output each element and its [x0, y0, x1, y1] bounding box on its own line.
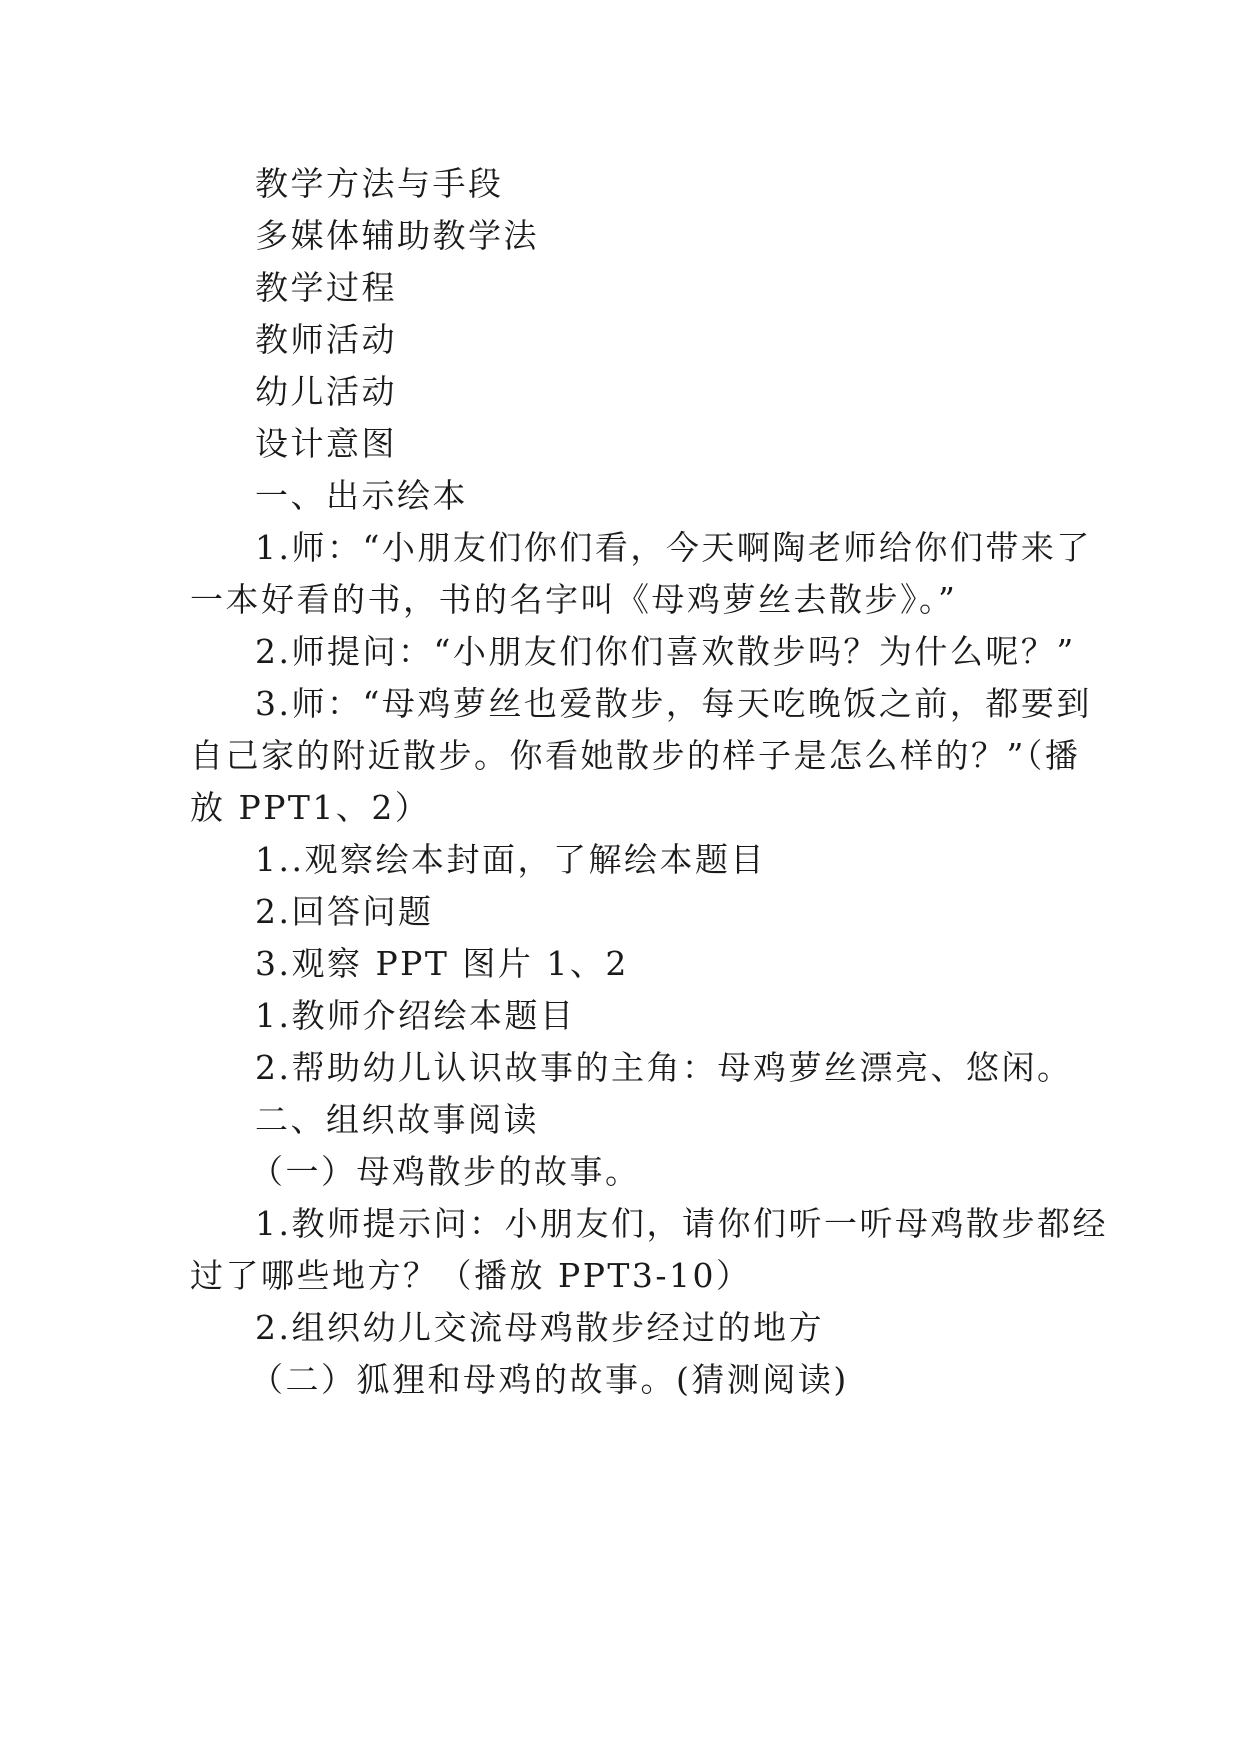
- paragraph-line: 过了哪些地方？（播放 PPT3-10）: [190, 1256, 752, 1295]
- text-child-activity: 幼儿活动: [255, 372, 397, 411]
- text-teacher-activity: 教师活动: [255, 320, 397, 359]
- section-heading-show-picture-book: 一、出示绘本: [255, 476, 468, 515]
- paragraph-line: 1.教师提示问：小朋友们，请你们听一听母鸡散步都经: [255, 1204, 1108, 1243]
- paragraph-line: 3.师：“母鸡萝丝也爱散步，每天吃晚饭之前，都要到: [255, 684, 1092, 723]
- section-heading-organize-reading: 二、组织故事阅读: [255, 1100, 539, 1139]
- subsection-heading-hen-walk: （一）母鸡散步的故事。: [250, 1152, 641, 1191]
- subsection-heading-fox-and-hen: （二）狐狸和母鸡的故事。(猜测阅读): [250, 1360, 849, 1399]
- paragraph-line: 1.教师介绍绘本题目: [255, 996, 576, 1035]
- paragraph-line: 3.观察 PPT 图片 1、2: [255, 944, 629, 983]
- paragraph-line: 2.师提问：“小朋友们你们喜欢散步吗？为什么呢？”: [255, 632, 1076, 671]
- text-design-intent: 设计意图: [255, 424, 397, 463]
- paragraph-line: 2.组织幼儿交流母鸡散步经过的地方: [255, 1308, 824, 1347]
- paragraph-line: 1..观察绘本封面，了解绘本题目: [255, 840, 766, 879]
- paragraph-line: 放 PPT1、2）: [190, 788, 431, 827]
- paragraph-line: 1.师：“小朋友们你们看，今天啊陶老师给你们带来了: [255, 528, 1092, 567]
- paragraph-line: 一本好看的书，书的名字叫《母鸡萝丝去散步》。”: [190, 580, 958, 619]
- heading-teaching-process: 教学过程: [255, 268, 397, 307]
- text-multimedia-method: 多媒体辅助教学法: [255, 216, 539, 255]
- paragraph-line: 自己家的附近散步。你看她散步的样子是怎么样的？”（播: [190, 736, 1081, 775]
- paragraph-line: 2.帮助幼儿认识故事的主角：母鸡萝丝漂亮、悠闲。: [255, 1048, 1073, 1087]
- paragraph-line: 2.回答问题: [255, 892, 434, 931]
- heading-teaching-methods: 教学方法与手段: [255, 164, 504, 203]
